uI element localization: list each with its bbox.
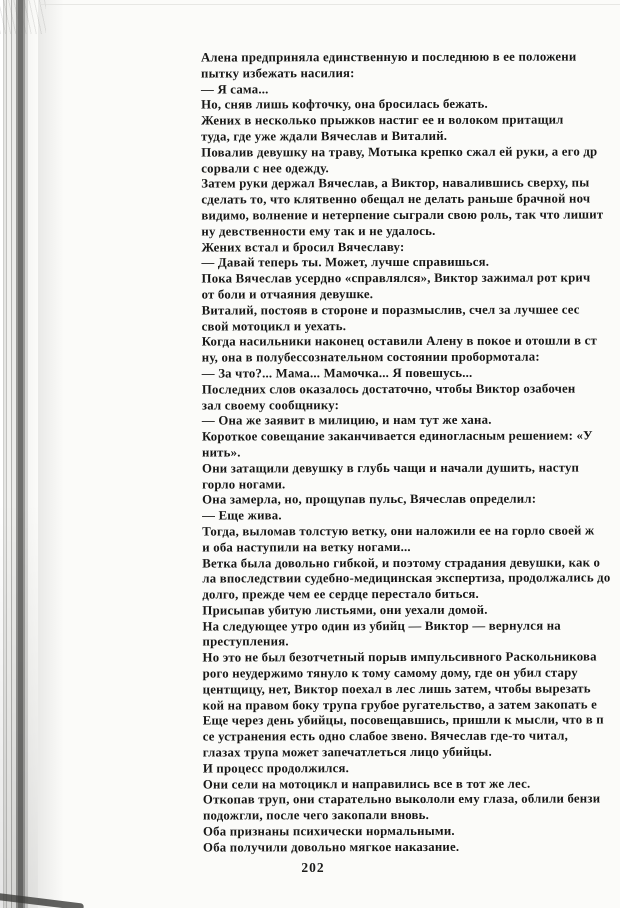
text-line: свой мотоцикл и уехать. <box>201 318 347 334</box>
gutter-shadow <box>38 0 64 908</box>
text-line: ла впоследствии судебно-медицинская экспертиза, продолжались до <box>202 570 611 586</box>
text-line: — Я сама... <box>201 81 269 97</box>
text-line: — За что?... Мама... Мамочка... Я повешусь... <box>201 365 473 381</box>
text-line: Затем руки держал Вячеслав, а Виктор, навалившись сверху, пы <box>201 175 590 191</box>
text-line: И процесс продолжился. <box>202 761 350 776</box>
page-top-edge <box>40 4 620 5</box>
text-line: Они затащили девушку в глубь чащи и начали душить, наступ <box>202 460 580 476</box>
text-line: Виталий, постояв в стороне и поразмыслив, счел за лучшее сес <box>201 302 580 318</box>
text-line: Жених встал и бросил Вячеславу: <box>201 239 405 255</box>
text-line: Ветка была довольно гибкой, и поэтому страдания девушки, как о <box>202 554 601 571</box>
book-binding-edge <box>0 0 38 908</box>
text-line: сделать то, что клятвенно обещал не делать раньше брачной ноч <box>201 191 591 207</box>
text-line: — Она же заявит в милицию, и нам тут же хана. <box>201 413 492 428</box>
text-line: Присыпав убитую листьями, они уехали домой. <box>202 602 488 618</box>
text-line: Когда насильники наконец оставили Алену в покое и отошли в ст <box>201 333 598 349</box>
text-line: ну, она в полубессознательном состоянии пробормотала: <box>201 349 540 365</box>
text-line: Короткое совещание заканчивается единогласным решением: «У <box>201 428 593 444</box>
text-line: от боли и отчаяния девушке. <box>201 287 374 302</box>
text-line: центщицу, нет, Виктор поехал в лес лишь затем, чтобы вырезать <box>202 681 591 697</box>
text-line: ну девственности ему так и не удалось. <box>201 223 436 239</box>
text-line: глазах трупа может запечатлеться лицо убийцы. <box>202 744 492 760</box>
text-line: Последних слов оказалось достаточно, чтобы Виктор озабочен <box>201 381 576 397</box>
text-line: преступления. <box>202 634 289 650</box>
text-line: Откопав труп, они старательно выкололи ему глаза, облили бензи <box>202 791 601 807</box>
text-line: туда, где уже ждали Вячеслав и Виталий. <box>201 128 448 144</box>
text-line: видимо, волнение и нетерпение сыграли свою роль, так что лишит <box>201 207 604 223</box>
text-line: рого неудержимо тянуло к тому самому дому, где он убил стару <box>202 665 578 681</box>
text-line: долго, прежде чем ее сердце перестало биться. <box>202 586 479 602</box>
text-line: Оба признаны психически нормальными. <box>202 823 455 839</box>
text-line: — Еще жива. <box>202 508 282 523</box>
text-line: Она замерла, но, прощупав пульс, Вячеслав определил: <box>202 491 537 507</box>
text-line: горло ногами. <box>202 476 286 492</box>
text-line: Алена предприняла единственную и последнюю в ее положени <box>200 49 577 65</box>
text-line: Они сели на мотоцикл и направились все в тот же лес. <box>202 776 531 792</box>
text-line: — Давай теперь ты. Может, лучше справишься. <box>201 255 490 270</box>
text-line: зал своему сообщнику: <box>201 397 340 413</box>
text-line: нить». <box>201 445 241 460</box>
text-line: Но это не был безотчетный порыв импульсивного Раскольникова <box>202 649 597 665</box>
text-line: сорвали с нее одежду. <box>201 160 329 176</box>
text-line: Жених в несколько прыжков настиг ее и волоком притащил <box>201 112 564 128</box>
text-block <box>201 49 611 856</box>
text-line: се устранения есть одно слабое звено. Вячеслав где-то читал, <box>202 728 569 744</box>
text-line: Пока Вячеслав усердно «справлялся», Виктор зажимал рот крич <box>201 270 591 286</box>
text-line: На следующее утро один из убийц — Виктор — вернулся на <box>202 618 561 634</box>
text-line: пытку избежать насилия: <box>200 65 355 81</box>
text-line: Но, сняв лишь кофточку, она бросилась бежать. <box>201 97 488 112</box>
text-line: Тогда, выломав толстую ветку, они наложили ее на горло своей ж <box>202 523 595 539</box>
text-line: кой на правом боку трупа грубое ругательство, а затем закопать е <box>202 697 598 713</box>
text-line: и оба наступили на ветку ногами... <box>202 539 411 555</box>
text-line: Повалив девушку на траву, Мотыка крепко сжал ей руки, а его др <box>201 144 598 160</box>
text-line: Еще через день убийцы, посовещавшись, пришли к мысли, что в п <box>202 712 604 729</box>
text-line: подожгли, после чего закопали вновь. <box>202 808 430 823</box>
text-line: Оба получили довольно мягкое наказание. <box>203 839 460 855</box>
page-number: 202 <box>301 860 325 875</box>
